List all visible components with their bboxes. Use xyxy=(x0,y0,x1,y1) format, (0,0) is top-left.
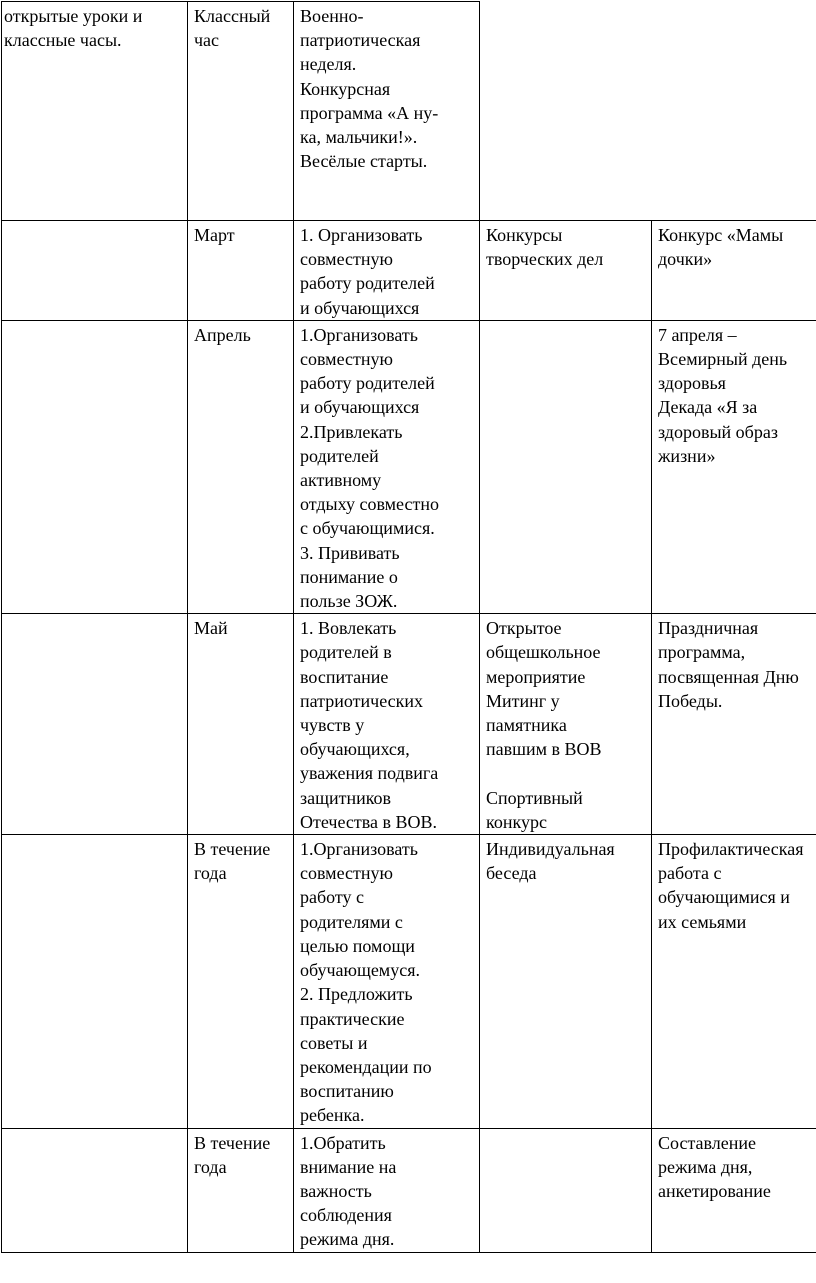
table-cell-form: открытые уроки и классные часы. xyxy=(2,2,188,221)
table-cell-empty xyxy=(480,2,816,221)
table-cell-form xyxy=(2,835,188,1128)
table-cell-form-of-work: Индивидуальная беседа xyxy=(480,835,652,1128)
table-cell-form-of-work: Открытое общешкольное мероприятие Митинг у памятника павшим в ВОВ Спортивный конкурс xyxy=(480,614,652,835)
table-cell-task: 1.Обратить внимание на важность соблюдения режима дня. xyxy=(294,1128,480,1252)
table-row xyxy=(2,320,816,613)
plan-table xyxy=(1,1,816,1253)
table-cell-task: 1. Организовать совместную работу родителей и обучающихся xyxy=(294,221,480,321)
table-cell-task: 1.Организовать совместную работу родителей и обучающихся 2.Привлекать родителей активному отдыху совместно с обучающимися. 3. Прививать понимание о пользе ЗОЖ. xyxy=(294,320,480,613)
table-cell-event: 7 апреля – Всемирный день здоровья Декада «Я за здоровый образ жизни» xyxy=(652,320,816,613)
table-cell-form xyxy=(2,320,188,613)
table-cell-task: 1. Вовлекать родителей в воспитание патриотических чувств у обучающихся, уважения подвига защитников Отечества в ВОВ. xyxy=(294,614,480,835)
table-cell-event: Профилактическая работа с обучающимися и их семьями xyxy=(652,835,816,1128)
table-cell-period: Классный час xyxy=(188,2,294,221)
table-cell-event: Конкурс «Мамы дочки» xyxy=(652,221,816,321)
table-cell-period: Май xyxy=(188,614,294,835)
table-cell-period: Апрель xyxy=(188,320,294,613)
table-cell-form xyxy=(2,221,188,321)
table-cell-period: Март xyxy=(188,221,294,321)
table-row xyxy=(2,1128,816,1252)
table-cell-form xyxy=(2,1128,188,1252)
table-cell-task: 1.Организовать совместную работу с родителями с целью помощи обучающемуся. 2. Предложить практические советы и рекомендации по воспитанию ребенка. xyxy=(294,835,480,1128)
table-row xyxy=(2,614,816,835)
table-row xyxy=(2,221,816,321)
table-cell-form-of-work xyxy=(480,320,652,613)
table-cell-period: В течение года xyxy=(188,1128,294,1252)
table-cell-period: В течение года xyxy=(188,835,294,1128)
table-cell-form-of-work xyxy=(480,1128,652,1252)
table-cell-form-of-work: Конкурсы творческих дел xyxy=(480,221,652,321)
table-cell-task: Военно- патриотическая неделя. Конкурсная программа «А ну- ка, мальчики!». Весёлые старты. xyxy=(294,2,480,221)
table-cell-form xyxy=(2,614,188,835)
table-row xyxy=(2,835,816,1128)
table-row xyxy=(2,2,816,221)
table-cell-event: Праздничная программа, посвященная Дню Победы. xyxy=(652,614,816,835)
table-cell-event: Составление режима дня, анкетирование xyxy=(652,1128,816,1252)
